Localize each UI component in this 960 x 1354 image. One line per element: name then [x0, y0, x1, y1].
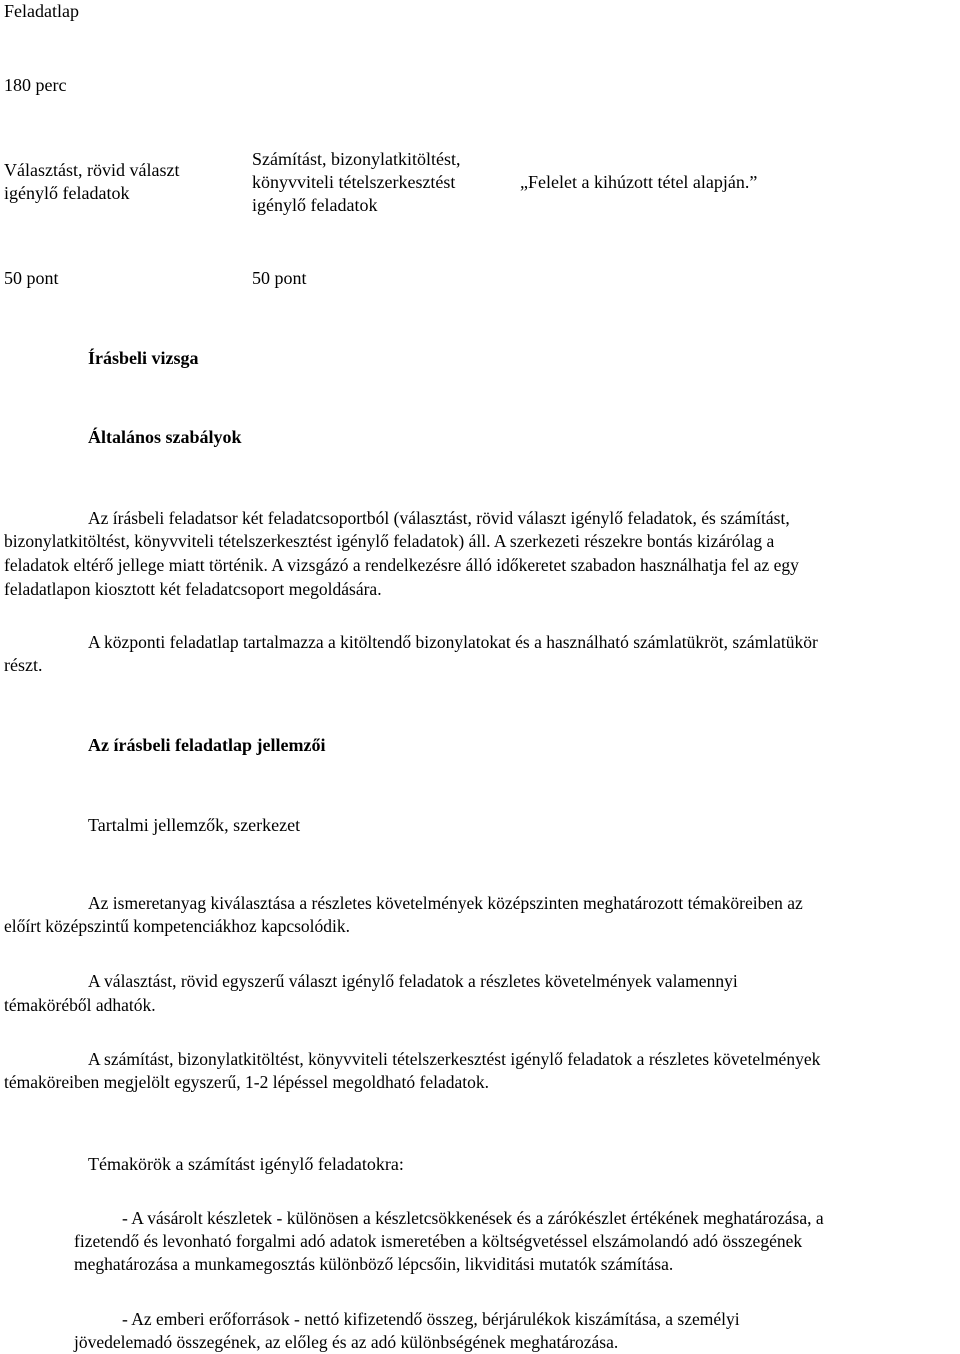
- task-type-oral: „Felelet a kihúzott tétel alapján.”: [520, 172, 758, 192]
- points-col1: 50 pont: [4, 268, 59, 288]
- task-type-choice-line1: Választást, rövid választ: [4, 160, 180, 180]
- document-title: Feladatlap: [4, 1, 79, 21]
- characteristics-heading: Az írásbeli feladatlap jellemzői: [88, 735, 326, 755]
- task-type-calc-line2: könyvviteli tételszerkesztést: [252, 172, 456, 192]
- topics-heading: Témakörök a számítást igénylő feladatokra:: [88, 1154, 404, 1174]
- task-type-calc-line3: igénylő feladatok: [252, 195, 378, 215]
- points-col2: 50 pont: [252, 268, 307, 288]
- written-exam-heading: Írásbeli vizsga: [88, 348, 199, 368]
- task-type-choice-line2: igénylő feladatok: [4, 183, 130, 203]
- topic-line: - A vásárolt készletek - különösen a készletcsökkenések és a zárókészlet értékének meghatározása, a: [122, 1208, 824, 1228]
- general-rules-line: bizonylatkitöltést, könyvviteli tételszerkesztést igénylő feladatok) áll. A szerkezeti részekre bontás kizárólag a: [4, 531, 775, 551]
- paragraph-line: A számítást, bizonylatkitöltést, könyvviteli tételszerkesztést igénylő feladatok a részletes követelmények: [88, 1049, 821, 1069]
- general-rules-line: Az írásbeli feladatsor két feladatcsoportból (választást, rövid választ igénylő feladatok, és számítást,: [88, 508, 790, 528]
- topic-line: - Az emberi erőforrások - nettó kifizetendő összeg, bérjárulékok kiszámítása, a személyi: [122, 1309, 740, 1329]
- general-rules-line: feladatlapon kiosztott két feladatcsoport megoldására.: [4, 579, 382, 599]
- paragraph-line: előírt középszintű kompetenciákhoz kapcsolódik.: [4, 916, 351, 936]
- task-type-calc-line1: Számítást, bizonylatkitöltést,: [252, 149, 461, 169]
- topic-line: fizetendő és levonható forgalmi adó adatok ismeretében a költségvetéssel elszámolandó adó összegének: [74, 1231, 803, 1251]
- central-worksheet-line: A központi feladatlap tartalmazza a kitöltendő bizonylatokat és a használható számlatükröt, számlatükör: [88, 632, 818, 652]
- exam-duration: 180 perc: [4, 75, 67, 95]
- paragraph-line: Az ismeretanyag kiválasztása a részletes követelmények középszinten meghatározott témaköreiben az: [88, 893, 803, 913]
- paragraph-line: témaköréből adhatók.: [4, 995, 156, 1015]
- topic-line: jövedelemadó összegének, az előleg és az adó különbségének meghatározása.: [74, 1332, 619, 1352]
- general-rules-heading: Általános szabályok: [88, 427, 242, 447]
- characteristics-subheading: Tartalmi jellemzők, szerkezet: [88, 815, 301, 835]
- general-rules-line: feladatok eltérő jellege miatt történik. A vizsgázó a rendelkezésre álló időkeretet szabadon használhatja fel az egy: [4, 555, 799, 575]
- paragraph-line: A választást, rövid egyszerű választ igénylő feladatok a részletes követelmények valamennyi: [88, 971, 738, 991]
- paragraph-line: témaköreiben megjelölt egyszerű, 1-2 lépéssel megoldható feladatok.: [4, 1072, 489, 1092]
- topic-line: meghatározása a munkamegosztás különböző lépcsőin, likviditási mutatók számítása.: [74, 1254, 674, 1274]
- central-worksheet-tail: részt.: [4, 655, 43, 675]
